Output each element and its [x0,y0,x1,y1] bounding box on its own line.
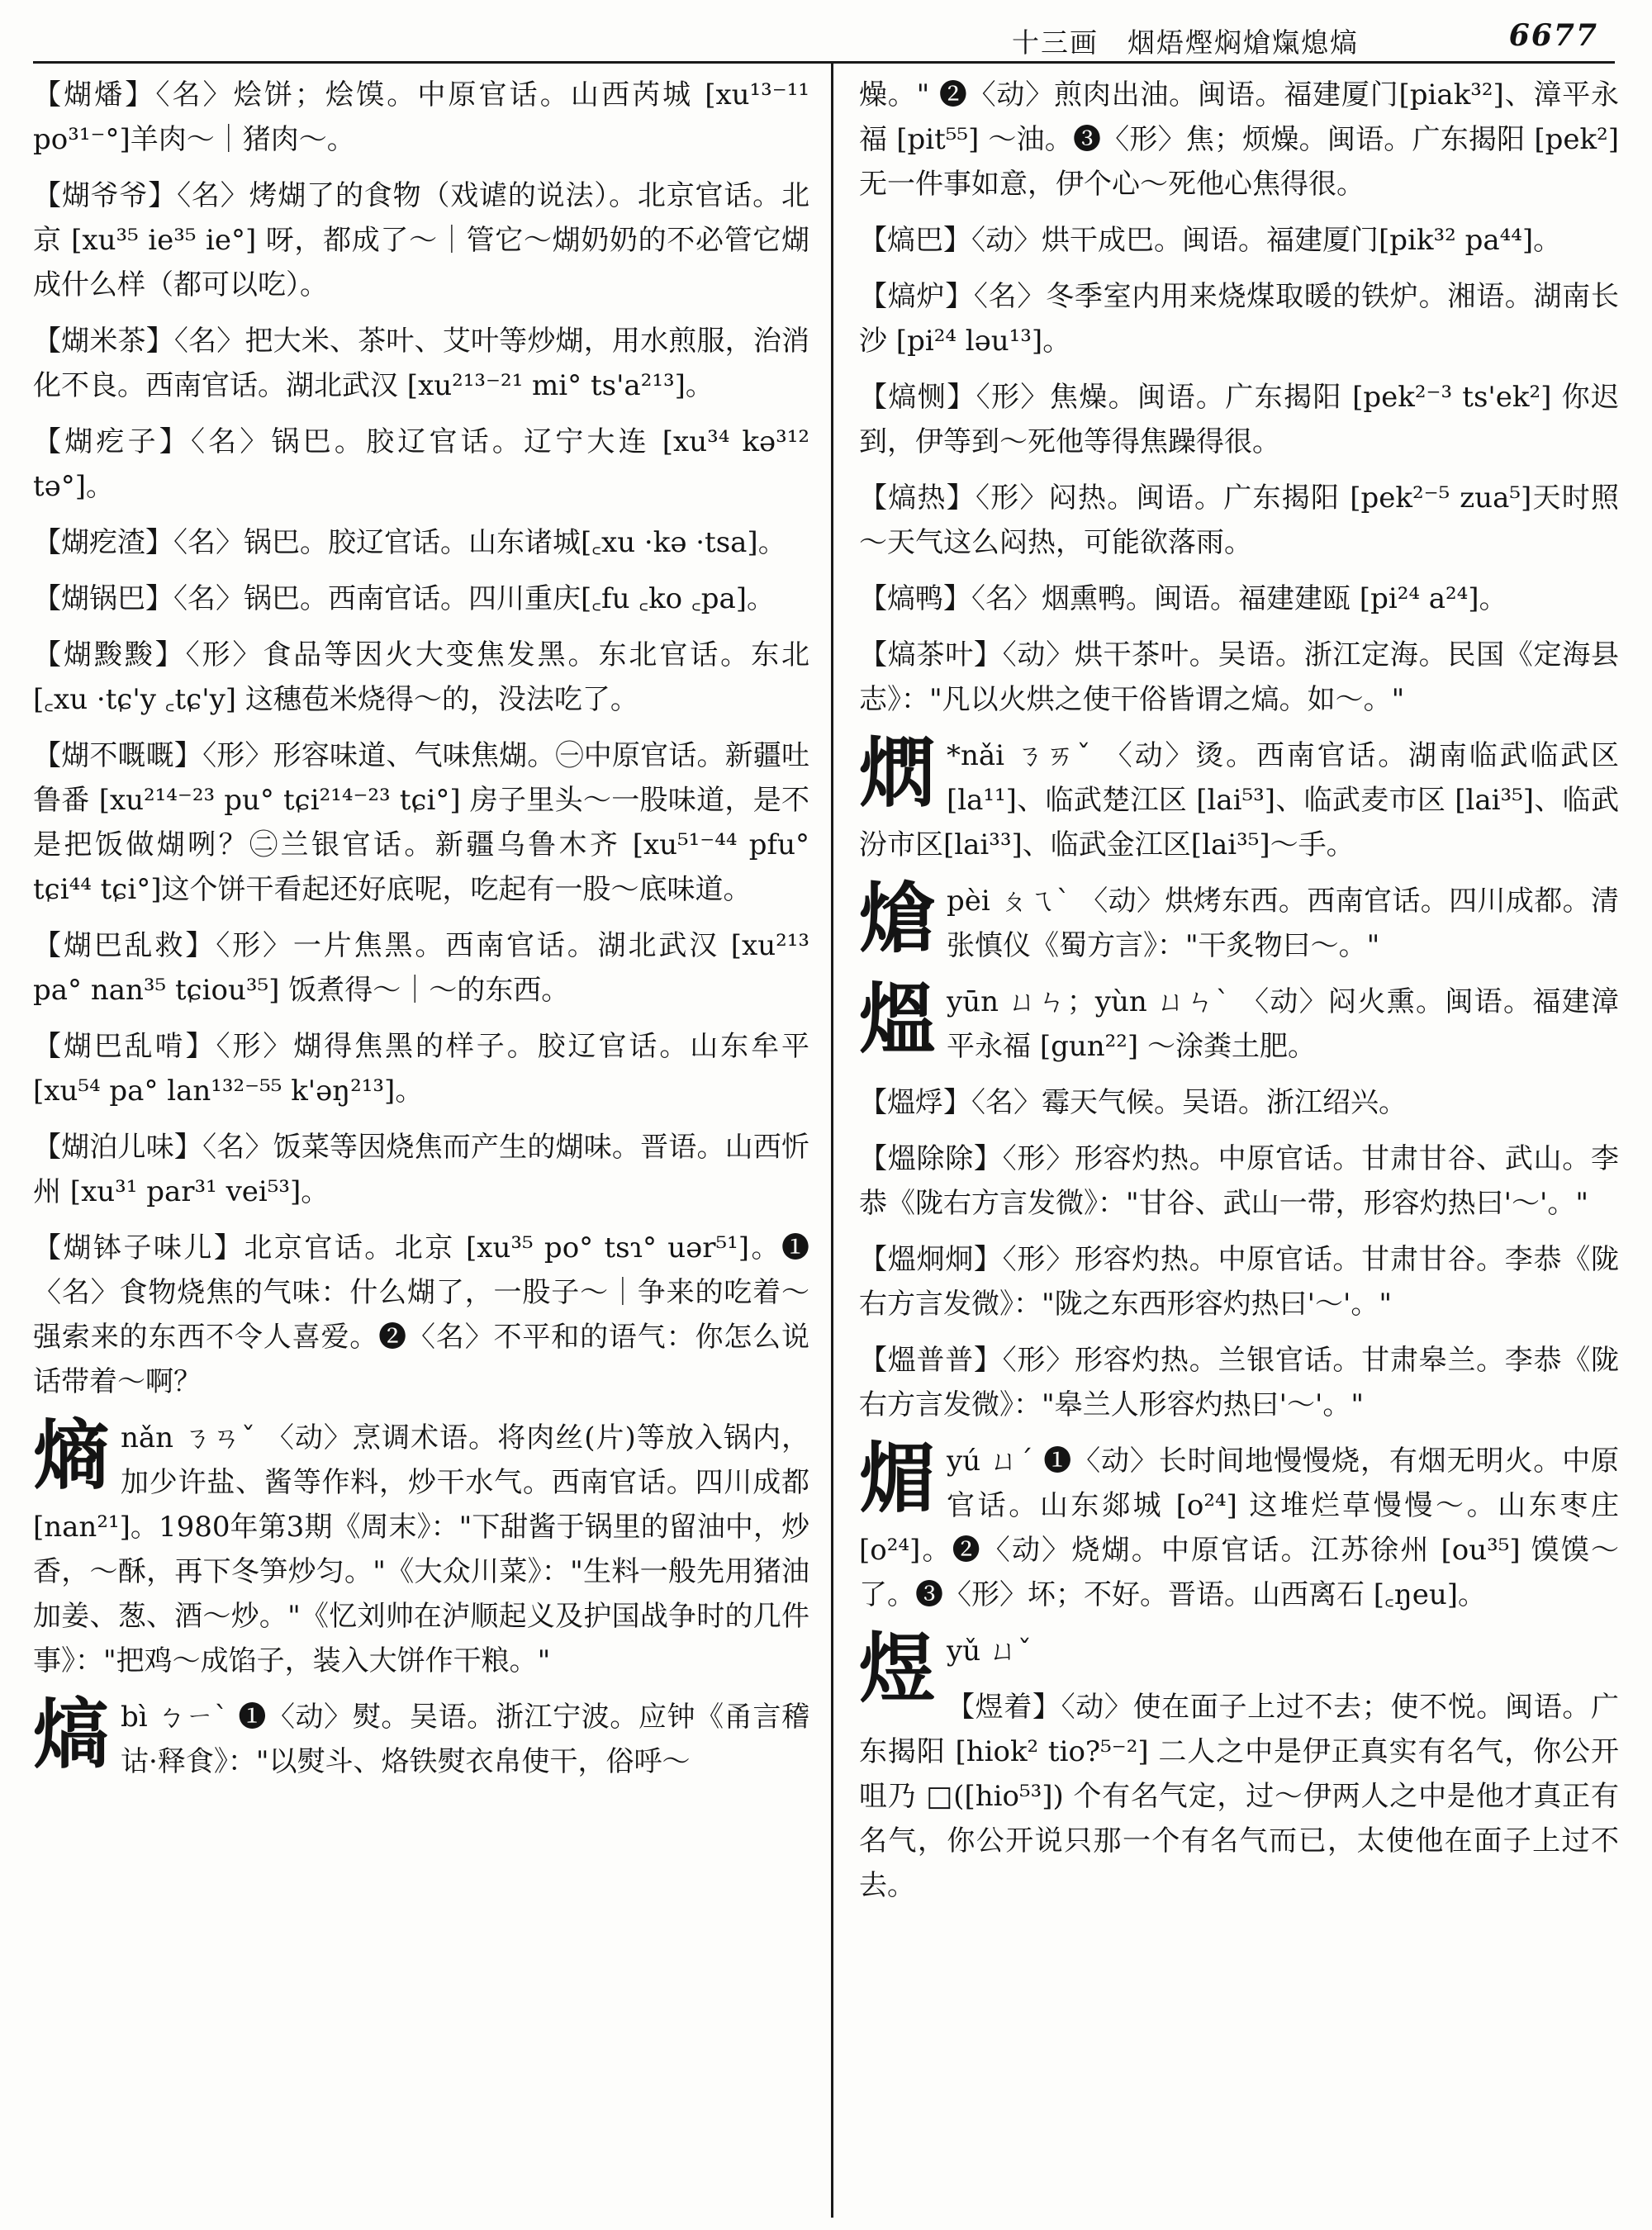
dictionary-entry [859,1136,1619,1226]
entry-text: 【熇茶叶】〈动〉烘干茶叶。吴语。浙江定海。民国《定海县志》："凡以火烘之使干俗皆谓之熇。如～。" [859,638,1619,716]
entry-text: 【煳爷爷】〈名〉烤煳了的食物（戏谑的说法）。北京官话。北京 [xu³⁵ ie³⁵ ie°] 呀，都成了～｜管它～煳奶奶的不必管它煳成什么样（都可以吃）。 [33,179,809,301]
entry-text: 【煳燔】〈名〉烩饼；烩馍。中原官话。山西芮城 [xu¹³⁻¹¹ po³¹⁻°]羊肉～｜猪肉～。 [33,78,809,156]
dictionary-entry [859,1080,1619,1125]
dictionary-entry [33,520,809,565]
dictionary-entry [33,923,809,1013]
headword-character: 煜 [859,1624,936,1713]
dictionary-entry [859,375,1619,464]
left-column [33,73,809,1796]
dictionary-entry [33,1226,809,1404]
dictionary-entry [33,319,809,408]
page-number: 6677 [1508,18,1598,53]
entry-text: 【煳锅巴】〈名〉锅巴。西南官话。四川重庆[꜀fu ꜀ko ꜀pa]。 [33,582,776,615]
entry-text: 【煜着】〈动〉使在面子上过不去；使不悦。闽语。广东揭阳 [hiok² tio?⁵⁻²] 二人之中是伊正真实有名气，你公开咀乃 □([hio⁵³]) 个有名气定，过～伊两人之中是他才真正有名气，你公开说只那一个有名气而已，太使他在面子上过不去。 [859,1691,1619,1902]
running-head: 十三画 烟焐熞焖熗熂熄熇 [1012,26,1359,59]
dictionary-entry [33,173,809,307]
dictionary-entry [33,1024,809,1113]
dictionary-entry [33,73,809,162]
headword-character: 熵 [33,1411,110,1500]
entry-text: 【熅普普】〈形〉形容灼热。兰银官话。甘肃皋兰。李恭《陇右方言发微》："皋兰人形容灼热曰'～'。" [859,1344,1619,1421]
right-column [859,73,1619,1919]
entry-text: 【煳钵子味儿】北京官话。北京 [xu³⁵ po° tsɿ° uər⁵¹]。❶〈名〉食物烧焦的气味：什么煳了，一股子～｜争来的吃着～强索来的东西不令人喜爱。❷〈名〉不平和的语气：你怎么说话带着～啊？ [33,1231,809,1398]
entry-text: 【熇炉】〈名〉冬季室内用来烧煤取暖的铁炉。湘语。湖南长沙 [pi²⁴ ləu¹³]。 [859,280,1619,358]
entry-text: 【煳巴乱救】〈形〉一片焦黑。西南官话。湖北武汉 [xu²¹³ pa° nan³⁵ tɕiou³⁵] 饭煮得～｜～的东西。 [33,929,809,1007]
dictionary-entry [859,576,1619,621]
headword-character: 熅 [859,975,936,1064]
entry-text: 【熇恻】〈形〉焦燥。闽语。广东揭阳 [pek²⁻³ ts'ek²] 你迟到，伊等到～死他等得焦躁得很。 [859,381,1619,458]
entry-text: 燥。" ❷〈动〉煎肉出油。闽语。福建厦门[piak³²]、漳平永福 [pit⁵⁵] ～油。❸〈形〉焦；烦燥。闽语。广东揭阳 [pek²] 无一件事如意，伊个心～死他心焦得很。 [859,78,1619,201]
dictionary-entry [33,1411,809,1683]
headword-character: 熗 [859,874,936,963]
entry-text: 【熇鸭】〈名〉烟熏鸭。闽语。福建建瓯 [pi²⁴ a²⁴]。 [859,582,1507,615]
dictionary-entry [33,633,809,722]
entry-text: bì ㄅㄧˋ ❶〈动〉熨。吴语。浙江宁波。应钟《甬言稽诂·释食》："以熨斗、烙铁熨衣帛使干，俗呼～ [121,1701,809,1778]
entry-text: 【煳疙子】〈名〉锅巴。胶辽官话。辽宁大连 [xu³⁴ kə³¹² tə°]。 [33,425,809,503]
dictionary-entry [33,1690,809,1784]
dictionary-entry [859,1237,1619,1326]
page-header [33,15,1615,64]
headword-character: 熌 [859,728,936,818]
entry-text: 【熇热】〈形〉闷热。闽语。广东揭阳 [pek²⁻⁵ zua⁵]天时照～天气这么闷热，可能欲落雨。 [859,482,1619,559]
entry-text: 【熅炯炯】〈形〉形容灼热。中原官话。甘肃甘谷。李恭《陇右方言发微》："陇之东西形容灼热曰'～'。" [859,1243,1619,1321]
headword-character: 煝 [859,1434,936,1523]
entry-text: 【煳米茶】〈名〉把大米、茶叶、艾叶等炒煳，用水煎服，治消化不良。西南官话。湖北武汉 [xu²¹³⁻²¹ mi° ts'a²¹³]。 [33,325,809,402]
entry-text: 【煳疙渣】〈名〉锅巴。胶辽官话。山东诸城[꜀xu ·kə ·tsa]。 [33,526,786,559]
dictionary-entry [859,476,1619,565]
dictionary-entry [33,576,809,621]
entry-text: nǎn ㄋㄢˇ 〈动〉烹调术语。将肉丝(片)等放入锅内，加少许盐、酱等作料，炒干水气。西南官话。四川成都 [nan²¹]。1980年第3期《周末》："下甜酱于锅里的留油中，炒香，～酥，再下冬笋炒匀。"《大众川菜》："生料一般先用猪油加姜、葱、酒～炒。"《忆刘帅在泸顺起义及护国战争时的几件事》："把鸡～成馅子，装入大饼作干粮。" [33,1421,809,1677]
entry-text: 【煳泊儿味】〈名〉饭菜等因烧焦而产生的煳味。晋语。山西忻州 [xu³¹ par³¹ vei⁵³]。 [33,1131,809,1208]
entry-text: 【熇巴】〈动〉烘干成巴。闽语。福建厦门[pik³² pa⁴⁴]。 [859,224,1562,257]
entry-text: 【煳黢黢】〈形〉食品等因火大变焦发黑。东北官话。东北 [꜀xu ·tɕ'y ꜀tɕ'y] 这穗苞米烧得～的，没法吃了。 [33,638,809,716]
dictionary-entry [859,1685,1619,1908]
dictionary-entry [859,218,1619,263]
dictionary-entry [33,1125,809,1214]
headword-character: 熇 [33,1690,110,1779]
dictionary-entry [859,274,1619,363]
entry-text: yūn ㄩㄣ；yùn ㄩㄣˋ 〈动〉闷火熏。闽语。福建漳平永福 [gun²²] ～涂粪土肥。 [947,985,1619,1063]
entry-text: pèi ㄆㄟˋ 〈动〉烘烤东西。西南官话。四川成都。清张慎仪《蜀方言》："干炙物曰～。" [947,885,1619,962]
dictionary-entry [859,1624,1619,1713]
dictionary-entry [33,420,809,509]
dictionary-entry [33,733,809,912]
dictionary-entry [859,1434,1619,1617]
entry-text: 【熅除除】〈形〉形容灼热。中原官话。甘肃甘谷、武山。李恭《陇右方言发微》："甘谷、武山一带，形容灼热曰'～'。" [859,1142,1619,1220]
entry-text: 【熅烰】〈名〉霉天气候。吴语。浙江绍兴。 [859,1086,1407,1119]
entry-text: yú ㄩˊ ❶〈动〉长时间地慢慢烧，有烟无明火。中原官话。山东郯城 [o²⁴] 这堆烂草慢慢～。山东枣庄 [o²⁴]。❷〈动〉烧煳。中原官话。江苏徐州 [ou³⁵] 馍馍～了。❸〈形〉坏；不好。晋语。山西离石 [꜀ŋeu]。 [859,1445,1619,1611]
dictionary-entry [859,728,1619,867]
dictionary-entry [859,874,1619,968]
entry-text: 【煳不嘅嘅】〈形〉形容味道、气味焦煳。㊀中原官话。新疆吐鲁番 [xu²¹⁴⁻²³ pu° tɕi²¹⁴⁻²³ tɕi°] 房子里头～一股味道，是不是把饭做煳咧？㊁兰银官话。新疆乌鲁木齐 [xu⁵¹⁻⁴⁴ pfu° tɕi⁴⁴ tɕi°]这个饼干看起还好底呢，吃起有一股～底味道。 [33,739,809,906]
column-divider [831,62,833,2218]
entry-text: yǔ ㄩˇ [947,1635,1032,1668]
entry-text: 【煳巴乱啃】〈形〉煳得焦黑的样子。胶辽官话。山东牟平 [xu⁵⁴ pa° lan¹³²⁻⁵⁵ k'əŋ²¹³]。 [33,1030,809,1108]
dictionary-entry [859,975,1619,1069]
dictionary-entry [859,1338,1619,1427]
dictionary-entry [859,633,1619,722]
entry-text: *nǎi ㄋㄞˇ 〈动〉烫。西南官话。湖南临武临武区 [la¹¹]、临武楚江区 [lai⁵³]、临武麦市区 [lai³⁵]、临武汾市区[lai³³]、临武金江区[lai³⁵]～手。 [859,739,1619,861]
dictionary-entry [859,73,1619,206]
